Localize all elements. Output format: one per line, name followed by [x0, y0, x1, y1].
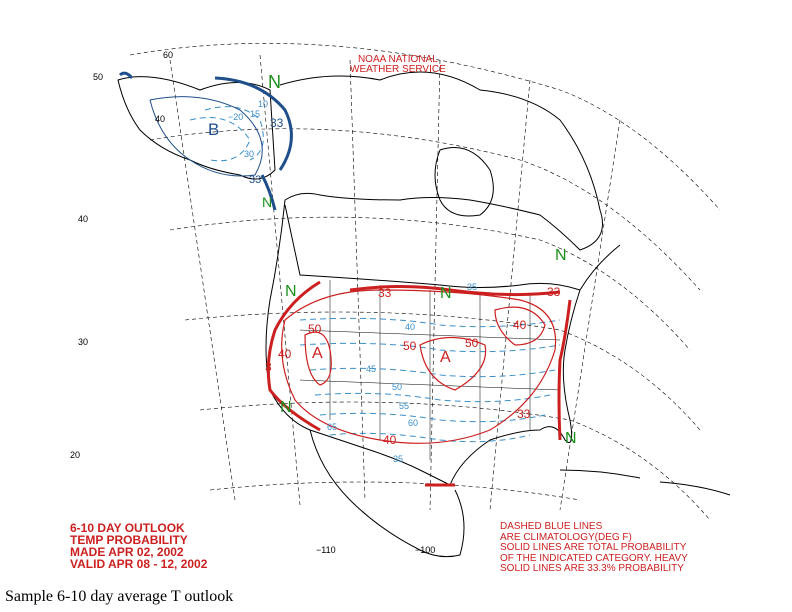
lat-label-40: 40: [78, 214, 89, 224]
clim-label: 55: [399, 401, 410, 411]
outlook-info: [70, 522, 207, 570]
prob-label: 33: [249, 174, 262, 186]
figure-caption: Sample 6-10 day average T outlook: [5, 588, 234, 605]
legend-line-3: SOLID LINES ARE TOTAL PROBABILITY: [500, 542, 687, 553]
clim-label: 30: [244, 149, 255, 159]
legend-line-2: ARE CLIMATOLOGY(DEG F): [500, 531, 632, 543]
agency-line-2: WEATHER SERVICE: [350, 64, 446, 75]
lat-label-30: 30: [78, 337, 89, 347]
below-normal-label: B: [208, 120, 220, 139]
prob-label: 40: [278, 347, 292, 361]
outlook-type: TEMP PROBABILITY: [70, 533, 188, 547]
clim-label: 50: [392, 382, 403, 392]
lon-label-110: −110: [316, 545, 336, 555]
legend-line-4: OF THE INDICATED CATEGORY. HEAVY: [500, 552, 688, 564]
clim-label: 40: [405, 322, 416, 332]
agency-line-1: NOAA NATIONAL: [357, 54, 438, 65]
hudson-bay: [435, 148, 493, 217]
near-normal-label: N: [285, 283, 297, 300]
prob-label: 50: [308, 322, 322, 336]
lon-label-100: −100: [415, 545, 436, 555]
legend-line-5: SOLID LINES ARE 33.3% PROBABILITY: [500, 563, 684, 574]
clim-label: 60: [408, 418, 419, 428]
lat-label-20: 20: [70, 450, 81, 460]
map-legend: [500, 522, 688, 575]
clim-label: 10: [258, 99, 269, 109]
near-normal-label: N: [565, 430, 577, 447]
prob-label: 50: [465, 336, 479, 350]
prob-label: 33: [517, 407, 531, 421]
us-canada-border: [285, 205, 580, 290]
clim-label: 45: [366, 364, 377, 374]
below-normal-lines: [120, 73, 291, 210]
lon-label-60: 60: [163, 50, 174, 60]
clim-label: 35: [467, 282, 478, 292]
prob-label: 33: [378, 286, 392, 300]
near-normal-label: N: [555, 247, 567, 264]
gulf-coast: [450, 420, 572, 485]
east-coast: [563, 245, 620, 420]
clim-label: 65: [327, 422, 338, 432]
graticule: [130, 43, 720, 520]
near-normal-label: N: [280, 399, 292, 416]
clim-label: 15: [250, 109, 261, 119]
outlook-made-date: MADE APR 02, 2002: [70, 545, 184, 559]
caribbean: [560, 470, 730, 495]
prob-label: 3: [265, 360, 272, 374]
lon-label-40: 40: [155, 114, 166, 124]
prob-label: 40: [383, 433, 397, 447]
near-normal-label: N: [440, 285, 452, 302]
above-normal-label: A: [440, 349, 451, 366]
prob-label: 40: [513, 318, 527, 332]
legend-line-1: DASHED BLUE LINES: [500, 521, 603, 532]
near-normal-label: N: [268, 72, 281, 92]
above-normal-label: A: [312, 345, 323, 362]
prob-label: 50: [403, 339, 417, 353]
mexico: [310, 430, 464, 557]
prob-label: 33: [547, 285, 561, 299]
agency-label: [350, 55, 446, 75]
lat-label-50: 50: [93, 72, 104, 82]
near-normal-label: N: [262, 194, 273, 210]
canada-arctic: [280, 72, 603, 250]
clim-label: −20: [228, 112, 244, 122]
outlook-title: 6-10 DAY OUTLOOK: [70, 521, 185, 535]
clim-label: 35: [393, 454, 404, 464]
state-lines: [300, 280, 560, 460]
prob-label: 33: [270, 116, 284, 130]
outlook-valid-range: VALID APR 08 - 12, 2002: [70, 557, 208, 571]
